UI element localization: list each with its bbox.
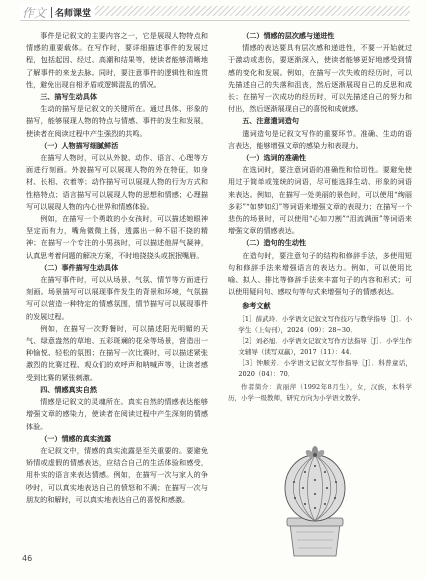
left-column [26, 30, 208, 506]
column-logo [20, 4, 95, 20]
paragraph: 情感是记叙文的灵魂所在。真实自然的情感表达能够增强文章的感染力，使读者在阅读过程中产生深刻的情感体验。 [26, 397, 208, 431]
section-heading: 四、情感真实自然 [40, 384, 97, 394]
author-bio: 作者简介：黄丽萍（1992年8月生），女，汉族，本科学历，小学一级教师，研究方向为小学语文教学。 [228, 382, 412, 402]
paragraph: 情感的表达要具有层次感和递进性，不要一开始就过于激动或悲伤，要逐渐深入，使读者能够更好地感受到情感的变化和发展。例如，在描写一次失败的经历时，可以先描述自己的失落和沮丧，然后逐渐展现自己的反思和成长；在描写一次成功的经历时，可以先描述自己的努力和付出，然后逐渐展现自己的喜悦和成就感。 [228, 43, 412, 114]
section-heading: （二）情感的层次感与递进性 [242, 31, 335, 40]
section-heading: 五、注意遣词造句 [242, 116, 299, 126]
references-title: 参考文献 [242, 301, 271, 311]
section-heading: 三、描写生动具体 [40, 92, 97, 102]
cactus-illustration [272, 432, 358, 558]
section-heading: （二）事件描写生动具体 [40, 262, 119, 272]
page-number: 46 [22, 554, 33, 563]
logo-title: 名师课堂 [55, 8, 92, 19]
paragraph: 事件是记叙文的主要内容之一，它是展现人物特点和情感的重要载体。在写作时，要详细描述事件的发展过程，包括起因、经过、高潮和结果等，使读者能够清晰地了解事件的来龙去脉。同时，要注意事件的逻辑性和连贯性，避免出现自相矛盾或逻辑混乱的情况。 [26, 31, 208, 89]
logo-script-text: 作文 [22, 5, 47, 20]
section-heading: （一）情感的真实流露 [40, 433, 112, 443]
page-header [0, 0, 427, 24]
section-heading: （二）造句的生动性 [242, 238, 307, 248]
paragraph: 在选词时，要注意词语的准确性和恰切性。要避免使用过于简单或笼统的词语，尽可能选择生动、形象的词语来表达。例如，在描写一处美丽的景色时，可以使用“绚丽多彩”“如梦如幻”等词语来增强文章的表现力；在描写一个悲伤的场景时，可以使用“心如刀割”“泪流满面”等词语来增强文章的情感表达。 [228, 165, 412, 236]
reference-item: ［3］钟顺芳．小学语文记叙文写作指导［J］．科普童话，2020（04）：70． [238, 358, 412, 378]
paragraph: 生动的描写是记叙文的关键所在。通过具体、形象的描写，能够展现人物的特点与情感、事件的发生和发展，使读者在阅读过程中产生强烈的共鸣。 [26, 104, 208, 138]
paragraph: 例如，在描写一次野餐时，可以描述阳光明媚的天气、绿意盎然的草地、五彩斑斓的花朵等场景，营造出一种愉悦、轻松的氛围；在描写一次比赛时，可以描述紧张激烈的比赛过程、观众们的欢呼声和呐喊声等，让读者感受到比赛的紧张刺激。 [26, 323, 208, 382]
paragraph: 在描写人物时，可以从外貌、动作、语言、心理等方面进行刻画。外貌描写可以展现人物的外在特征，如身材、长相、衣着等；动作描写可以展现人物的行为方式和性格特点；语言描写可以展现人物的思想和情感；心理描写可以展现人物的内心世界和情感体验。 [26, 153, 208, 211]
reference-item: ［1］薛武玲．小学语文记叙文写作技巧与教学指导［J］．小学生（上旬刊），2024（09）：28−30． [238, 314, 412, 334]
paragraph: 例如，在描写一个勇敢的小女孩时，可以描述她眼神坚定而有力，嘴角微微上扬，透露出一种不屈不挠的精神；在描写一个专注的小男孩时，可以描述他屏气凝神，认真思考着问题的解决方案，不时地挠挠头或抿抿嘴唇。 [26, 214, 208, 260]
section-heading: （一）选词的准确性 [242, 153, 307, 163]
paragraph: 遣词造句是记叙文写作的重要环节。准确、生动的语言表达，能够增强文章的感染力和表现力。 [228, 128, 412, 150]
logo-divider [51, 7, 52, 18]
right-column [228, 30, 412, 404]
section-heading: （一）人物描写细腻鲜活 [40, 140, 119, 150]
paragraph: 在记叙文中，情感的真实流露是至关重要的。要避免矫情或虚假的情感表达，应结合自己的生活体验和感受，用朴实的语言来表达情感。例如，在描写一次与家人的争吵时，可以真实地表达自己的愤怒和不满；在描写一次与朋友的和解时，可以真实地表达自己的喜悦和感激。 [26, 445, 208, 504]
reference-item: ［2］刘必旭．小学语文记叙文写作方法指导［J］．小学生作文辅导（读写双赢），2017（11）：44． [238, 336, 412, 356]
paragraph: 在描写事件时，可以从场景、气氛、情节等方面进行刻画。场景描写可以展现事件发生的背景和环境，气氛描写可以营造一种特定的情感氛围，情节描写可以展现事件的发展过程。 [26, 275, 208, 321]
header-divider [20, 20, 410, 21]
header-hatch-band [92, 6, 410, 16]
paragraph: 在造句时，要注意句子的结构和修辞手法，多使用短句和修辞手法来增强语言的表达力。例如，可以使用比喻、拟人、排比等修辞手法来丰富句子的内容和形式；可以使用疑问句、感叹句等句式来增强句子的情感表达。 [228, 250, 412, 297]
